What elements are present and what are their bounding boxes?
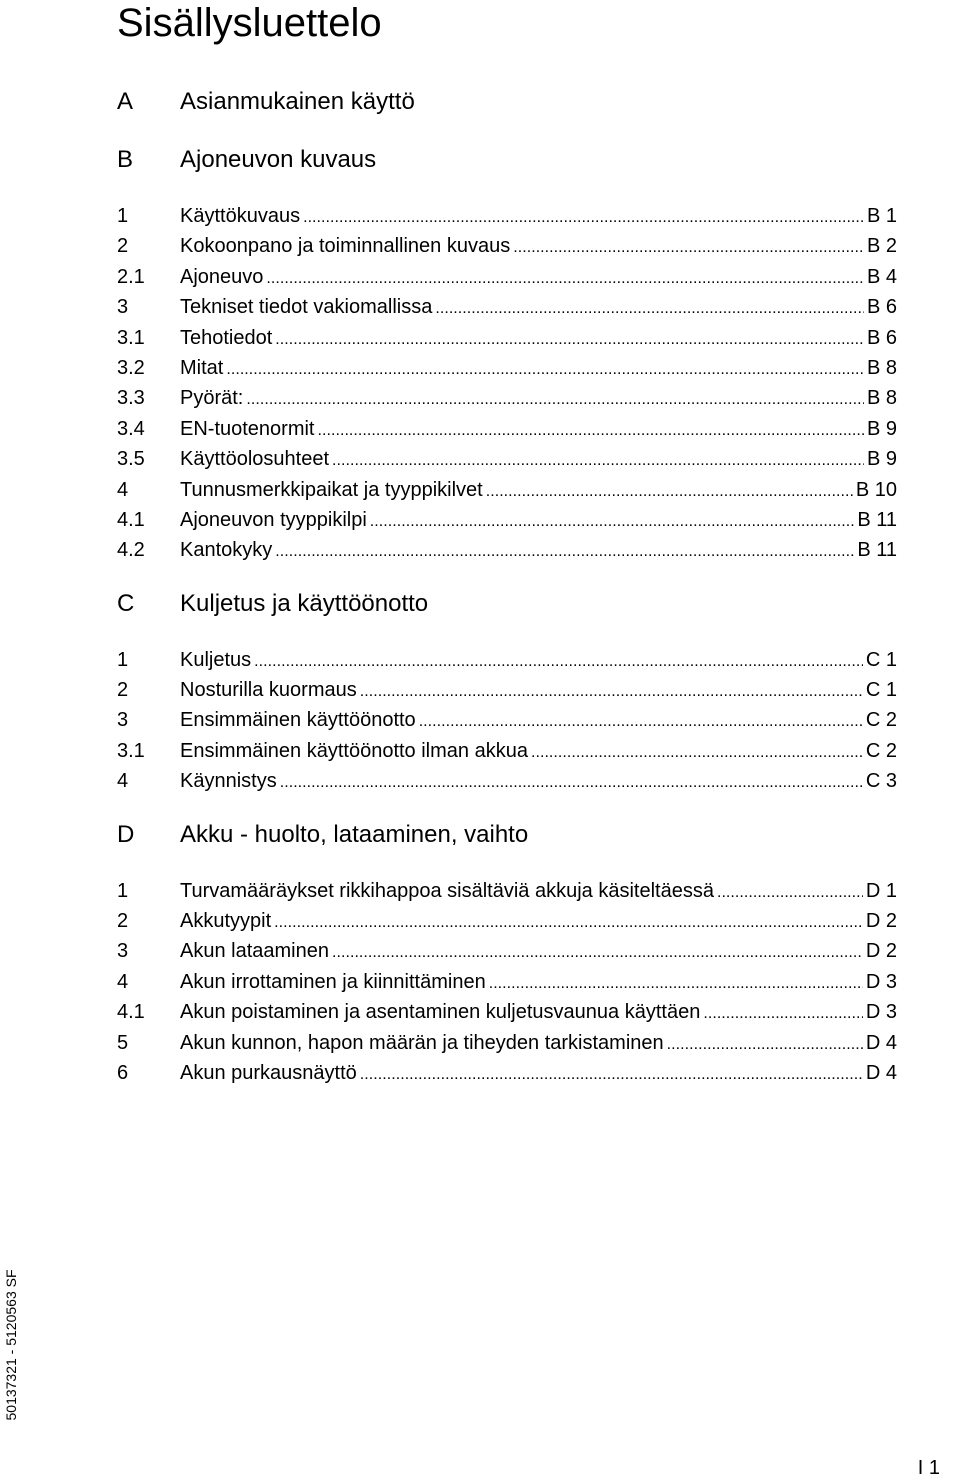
toc-entry-page: D 1 bbox=[865, 879, 897, 902]
toc-entry-page: B 9 bbox=[866, 417, 897, 440]
toc-entry-number: 6 bbox=[117, 1061, 129, 1084]
toc-entry-number: 2 bbox=[117, 910, 129, 933]
toc-entry-list bbox=[117, 201, 897, 566]
dot-leader bbox=[486, 475, 853, 507]
toc-entry-page: C 1 bbox=[865, 648, 897, 671]
toc-entry-number: 3 bbox=[117, 709, 129, 732]
section-heading bbox=[117, 143, 897, 177]
toc-entry-page: B 9 bbox=[866, 448, 897, 471]
toc-entry-label: Mitat bbox=[180, 356, 224, 379]
dot-leader bbox=[703, 997, 863, 1029]
page-title: Sisällysluettelo bbox=[117, 1, 382, 45]
toc-entry-page: B 2 bbox=[866, 235, 897, 258]
toc-entry-label: Tehotiedot bbox=[180, 326, 273, 349]
toc-entry-number: 3 bbox=[117, 940, 129, 963]
toc-entry[interactable] bbox=[117, 353, 897, 383]
dot-leader bbox=[266, 262, 864, 294]
toc-entry-number: 4.2 bbox=[117, 539, 145, 562]
toc-entry-number: 3.1 bbox=[117, 739, 145, 762]
toc-entry[interactable] bbox=[117, 231, 897, 261]
document-code bbox=[0, 1255, 22, 1435]
dot-leader bbox=[531, 736, 863, 768]
toc-entry-page: B 8 bbox=[866, 356, 897, 379]
toc-entry-label: Kantokyky bbox=[180, 539, 273, 562]
toc-entry-page: D 2 bbox=[865, 910, 897, 933]
toc-entry-number: 2.1 bbox=[117, 265, 145, 288]
toc-entry[interactable] bbox=[117, 444, 897, 474]
dot-leader bbox=[303, 201, 864, 233]
toc-entry-page: D 3 bbox=[865, 970, 897, 993]
toc-entry-page: B 6 bbox=[866, 296, 897, 319]
dot-leader bbox=[667, 1028, 863, 1060]
toc-entry[interactable] bbox=[117, 201, 897, 231]
dot-leader bbox=[360, 675, 863, 707]
toc-entry-page: B 4 bbox=[866, 265, 897, 288]
toc-entry-label: Akun lataaminen bbox=[180, 940, 329, 963]
toc-entry-number: 3.3 bbox=[117, 387, 145, 410]
toc-entry-number: 3 bbox=[117, 296, 129, 319]
section-letter: D bbox=[117, 820, 135, 848]
toc-entry-page: D 2 bbox=[865, 940, 897, 963]
toc-entry-label: Nosturilla kuormaus bbox=[180, 679, 357, 702]
dot-leader bbox=[280, 766, 863, 798]
table-of-contents bbox=[117, 85, 897, 1109]
dot-leader bbox=[332, 936, 863, 968]
dot-leader bbox=[360, 1058, 863, 1090]
toc-entry-page: B 11 bbox=[857, 508, 897, 531]
dot-leader bbox=[489, 967, 863, 999]
toc-entry-number: 2 bbox=[117, 679, 129, 702]
toc-entry[interactable] bbox=[117, 292, 897, 322]
toc-entry[interactable] bbox=[117, 414, 897, 444]
dot-leader bbox=[274, 906, 863, 938]
toc-entry[interactable] bbox=[117, 675, 897, 705]
dot-leader bbox=[513, 231, 864, 263]
toc-entry[interactable] bbox=[117, 736, 897, 766]
toc-entry-label: Akun kunnon, hapon määrän ja tiheyden tarkistaminen bbox=[180, 1031, 664, 1054]
toc-entry-label: Tekniset tiedot vakiomallissa bbox=[180, 296, 433, 319]
section-title: Ajoneuvon kuvaus bbox=[180, 146, 377, 173]
toc-entry[interactable] bbox=[117, 906, 897, 936]
toc-entry-label: Ajoneuvo bbox=[180, 265, 264, 288]
toc-entry-page: B 1 bbox=[866, 205, 897, 227]
toc-entry-label: Ensimmäinen käyttöönotto ilman akkua bbox=[180, 739, 528, 762]
toc-entry-label: Pyörät: bbox=[180, 387, 244, 410]
toc-entry[interactable] bbox=[117, 383, 897, 413]
toc-entry-page: D 4 bbox=[865, 1061, 897, 1084]
toc-entry-label: Ajoneuvon tyyppikilpi bbox=[180, 508, 367, 531]
toc-entry-number: 4.1 bbox=[117, 1001, 145, 1024]
section-heading bbox=[117, 85, 897, 119]
toc-entry-number: 1 bbox=[117, 205, 129, 227]
dot-leader bbox=[419, 705, 863, 737]
toc-entry[interactable] bbox=[117, 535, 897, 565]
dot-leader bbox=[275, 535, 854, 567]
dot-leader bbox=[275, 323, 864, 355]
toc-entry-label: Ensimmäinen käyttöönotto bbox=[180, 709, 416, 732]
toc-entry-label: EN-tuotenormit bbox=[180, 417, 315, 440]
toc-entry[interactable] bbox=[117, 705, 897, 735]
toc-entry-number: 3.5 bbox=[117, 448, 145, 471]
toc-entry-label: Akun irrottaminen ja kiinnittäminen bbox=[180, 970, 486, 993]
toc-entry-page: B 8 bbox=[866, 387, 897, 410]
document-code-text: 50137321 - 5120563 SF bbox=[3, 1269, 19, 1421]
dot-leader bbox=[370, 505, 855, 537]
toc-entry-label: Kuljetus bbox=[180, 648, 252, 671]
section-heading bbox=[117, 818, 897, 852]
toc-entry[interactable] bbox=[117, 936, 897, 966]
toc-entry-list bbox=[117, 645, 897, 797]
toc-entry-number: 4.1 bbox=[117, 508, 145, 531]
section-title: Akku - huolto, lataaminen, vaihto bbox=[180, 820, 529, 848]
toc-entry-label: Tunnusmerkkipaikat ja tyyppikilvet bbox=[180, 478, 483, 501]
dot-leader bbox=[254, 645, 863, 677]
dot-leader bbox=[332, 444, 864, 476]
page-number: I 1 bbox=[917, 1457, 940, 1479]
toc-entry-page: D 3 bbox=[865, 1001, 897, 1024]
toc-entry[interactable] bbox=[117, 262, 897, 292]
toc-entry-label: Akun purkausnäyttö bbox=[180, 1061, 357, 1084]
section-letter: A bbox=[117, 88, 134, 115]
toc-entry-list bbox=[117, 876, 897, 1089]
toc-entry-number: 1 bbox=[117, 648, 129, 671]
toc-entry-page: D 4 bbox=[865, 1031, 897, 1054]
toc-entry[interactable] bbox=[117, 505, 897, 535]
toc-entry[interactable] bbox=[117, 645, 897, 675]
toc-entry-label: Käyttöolosuhteet bbox=[180, 448, 329, 471]
dot-leader bbox=[318, 414, 864, 446]
toc-entry-number: 2 bbox=[117, 235, 129, 258]
toc-entry-label: Kokoonpano ja toiminnallinen kuvaus bbox=[180, 235, 511, 258]
toc-entry-number: 3.4 bbox=[117, 417, 145, 440]
section-letter: B bbox=[117, 146, 134, 173]
dot-leader bbox=[226, 353, 864, 385]
toc-entry-number: 5 bbox=[117, 1031, 129, 1054]
dot-leader bbox=[246, 383, 864, 415]
toc-entry-number: 4 bbox=[117, 770, 129, 793]
dot-leader bbox=[717, 876, 863, 908]
toc-entry-page: B 10 bbox=[855, 478, 897, 501]
toc-entry-number: 4 bbox=[117, 478, 129, 501]
toc-entry[interactable] bbox=[117, 876, 897, 906]
section-title: Kuljetus ja käyttöönotto bbox=[180, 589, 429, 617]
toc-entry-label: Käyttökuvaus bbox=[180, 205, 301, 227]
toc-entry-label: Akkutyypit bbox=[180, 910, 272, 933]
toc-entry-label: Turvamääräykset rikkihappoa sisältäviä akkuja käsiteltäessä bbox=[180, 879, 714, 902]
section-letter: C bbox=[117, 589, 135, 617]
toc-entry[interactable] bbox=[117, 1058, 897, 1088]
section-title: Asianmukainen käyttö bbox=[180, 88, 415, 115]
toc-entry[interactable] bbox=[117, 997, 897, 1027]
dot-leader bbox=[435, 292, 864, 324]
toc-entry-page: B 11 bbox=[857, 539, 897, 562]
toc-entry-number: 3.1 bbox=[117, 326, 145, 349]
toc-entry-label: Käynnistys bbox=[180, 770, 277, 793]
toc-entry-page: C 1 bbox=[865, 679, 897, 702]
toc-entry-page: C 2 bbox=[865, 709, 897, 732]
toc-entry-number: 1 bbox=[117, 879, 129, 902]
toc-entry-number: 3.2 bbox=[117, 356, 145, 379]
toc-entry-label: Akun poistaminen ja asentaminen kuljetusvaunua käyttäen bbox=[180, 1001, 701, 1024]
toc-entry[interactable] bbox=[117, 967, 897, 997]
toc-entry[interactable] bbox=[117, 323, 897, 353]
toc-entry-page: C 3 bbox=[865, 770, 897, 793]
toc-entry-number: 4 bbox=[117, 970, 129, 993]
section-heading bbox=[117, 587, 897, 621]
toc-entry[interactable] bbox=[117, 1028, 897, 1058]
toc-entry[interactable] bbox=[117, 766, 897, 796]
toc-entry[interactable] bbox=[117, 475, 897, 505]
toc-entry-page: B 6 bbox=[866, 326, 897, 349]
toc-entry-page: C 2 bbox=[865, 739, 897, 762]
